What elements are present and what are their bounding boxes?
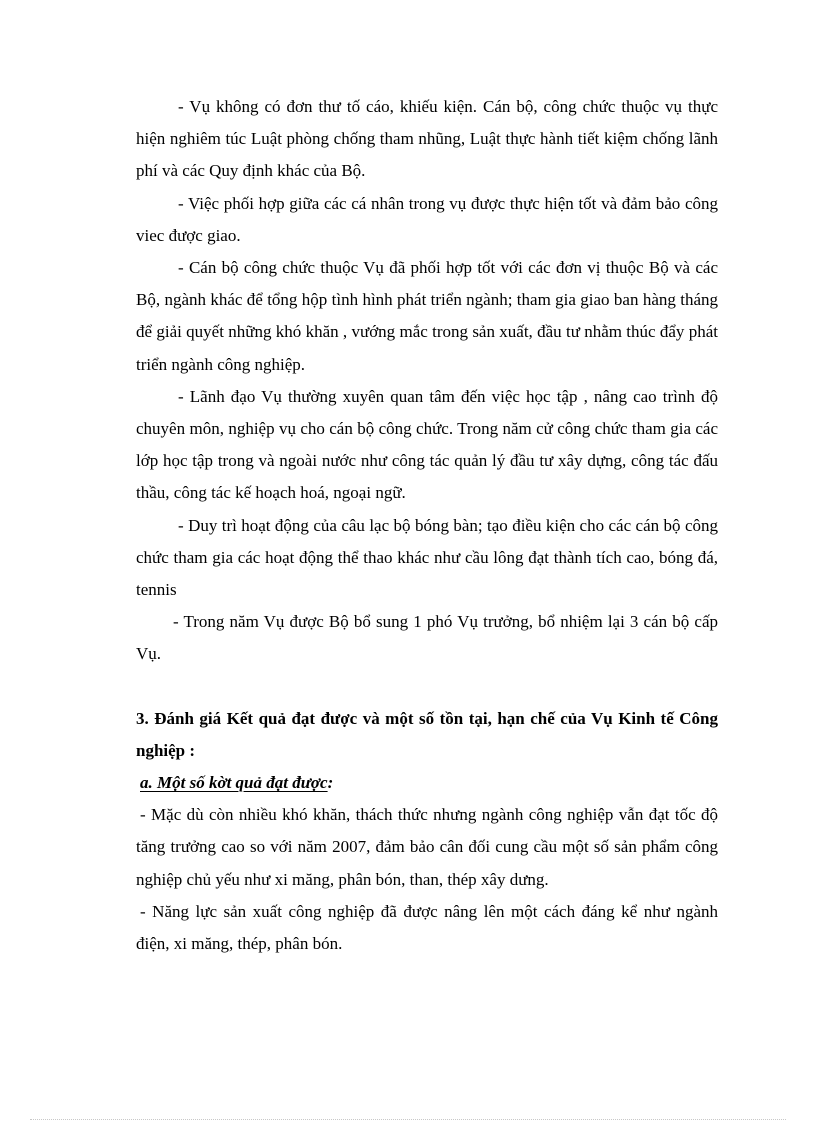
section-heading: 3. Đánh giá Kết quả đạt được và một số tồn tại, hạn chế của Vụ Kinh tế Công nghiệp : xyxy=(136,708,718,760)
document-body xyxy=(136,91,718,960)
page-bottom-divider xyxy=(30,1119,786,1120)
subheading-suffix: : xyxy=(327,773,334,793)
subheading xyxy=(136,767,718,799)
paragraph-growth: - Mặc dù còn nhiều khó khăn, thách thức nhưng ngành công nghiệp vẫn đạt tốc độ tăng trưởng cao so với năm 2007, đảm bảo cân đối cung cầu một số sản phẩm công nghiệp chủ yếu như xi măng, phân bón, than, thép xây dưng. xyxy=(136,805,718,889)
paragraph-capacity: - Năng lực sản xuất công nghiệp đã được nâng lên một cách đáng kể như ngành điện, xi măng, thép, phân bón. xyxy=(136,901,718,954)
subheading-text: a. Một số kờt quả đạt được xyxy=(140,773,328,793)
paragraph-sports: - Duy trì hoạt động của câu lạc bộ bóng bàn; tạo điều kiện cho các cán bộ công chức tham gia các hoạt động thể thao khác như cầu lông đạt thành tích cao, bóng đá, tennis xyxy=(136,515,718,600)
paragraph-spacer xyxy=(136,671,718,703)
paragraph-appointments: - Trong năm Vụ được Bộ bổ sung 1 phó Vụ trưởng, bổ nhiệm lại 3 cán bộ cấp Vụ. xyxy=(136,612,718,664)
paragraph-training: - Lãnh đạo Vụ thường xuyên quan tâm đến việc học tập , nâng cao trình độ chuyên môn, nghiệp vụ cho cán bộ công chức. Trong năm cử công chức tham gia các lớp học tập trong và ngoài nước như công tác quản lý đầu tư xây dựng, công tác đấu thầu, công tác kế hoạch hoá, ngoại ngữ. xyxy=(136,386,718,503)
paragraph-coordination: - Việc phối hợp giữa các cá nhân trong vụ được thực hiện tốt và đảm bảo công viec được giao. xyxy=(136,193,718,245)
paragraph-cooperation: - Cán bộ công chức thuộc Vụ đã phối hợp tốt với các đơn vị thuộc Bộ và các Bộ, ngành khác để tổng hộp tình hình phát triển ngành; tham gia giao ban hàng tháng để giải quyết những khó khăn , vướng mắc trong sản xuất, đầu tư nhằm thúc đẩy phát triển ngành công nghiệp. xyxy=(136,258,718,374)
paragraph-complaints: - Vụ không có đơn thư tố cáo, khiếu kiện. Cán bộ, công chức thuộc vụ thực hiện nghiêm túc Luật phòng chống tham nhũng, Luật thực hành tiết kiệm chống lãnh phí và các Quy định khác của Bộ. xyxy=(136,97,718,181)
